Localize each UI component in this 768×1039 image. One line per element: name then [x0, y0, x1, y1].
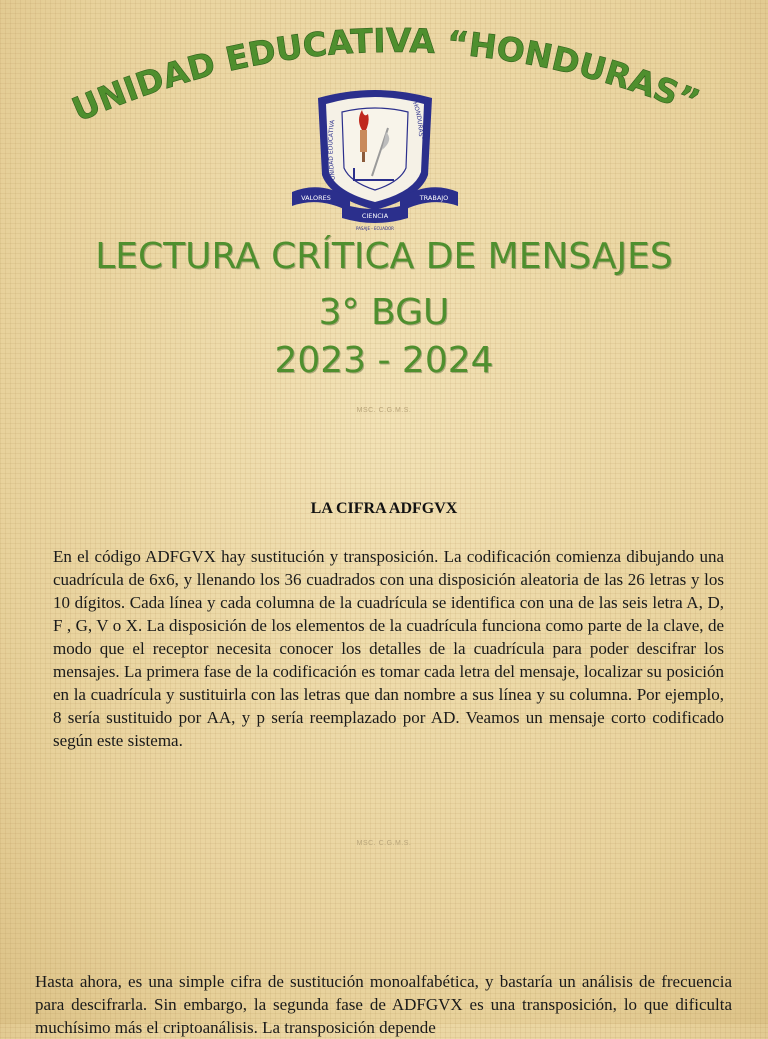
school-title: UNIDAD EDUCATIVA “HONDURAS”: [66, 20, 706, 130]
crest-ribbon-right: TRABAJO: [419, 194, 449, 202]
crest-ring-text-right: “HONDURAS”: [410, 98, 425, 140]
school-crest-logo: [290, 80, 460, 240]
crest-ring-text-left: UNIDAD EDUCATIVA: [327, 119, 337, 181]
section-title: LA CIFRA ADFGVX: [310, 500, 458, 517]
watermark-top: MSC. C.G.M.S.: [356, 407, 412, 414]
crest-ribbon-left: VALORES: [301, 194, 331, 202]
headline-course-title: LECTURA CRÍTICA DE MENSAJES: [95, 236, 673, 277]
crest-ribbon-center: CIENCIA: [361, 212, 389, 220]
headline-school-year: 2023 - 2024: [274, 340, 494, 381]
crest-ribbon-sub: PASAJE - ECUADOR: [356, 226, 394, 231]
paragraph-adfgvx-transposition: Hasta ahora, es una simple cifra de sustitución monoalfabética, y bastaría un análisis de frecuencia para descifrarla. Sin embargo, la segunda fase de ADFGVX es una transposición, lo que dificulta muchísimo más el criptoanálisis. La transposición depende: [35, 972, 732, 1037]
paragraph-adfgvx-intro: En el código ADFGVX hay sustitución y transposición. La codificación comienza dibujando una cuadrícula de 6x6, y llenando los 36 cuadrados con una disposición aleatoria de las 26 letras y los 10 dígitos. Cada línea y cada columna de la cuadrícula se identifica con una de las seis letra A, D, F , G, V o X. La disposición de los elementos de la cuadrícula funciona como parte de la clave, de modo que el receptor necesita conocer los detalles de la cuadrícula para poder descifrar los mensajes. La primera fase de la codificación es tomar cada letra del mensaje, localizar su posición en la cuadrícula y sustituirla con las letras que dan nombre a sus línea y su columna. Por ejemplo, 8 sería sustituido por AA, y p sería reemplazado por AD. Veamos un mensaje corto codificado según este sistema.: [53, 547, 724, 750]
watermark-bottom: MSC. C.G.M.S.: [356, 840, 412, 847]
headline-grade: 3° BGU: [318, 292, 450, 333]
